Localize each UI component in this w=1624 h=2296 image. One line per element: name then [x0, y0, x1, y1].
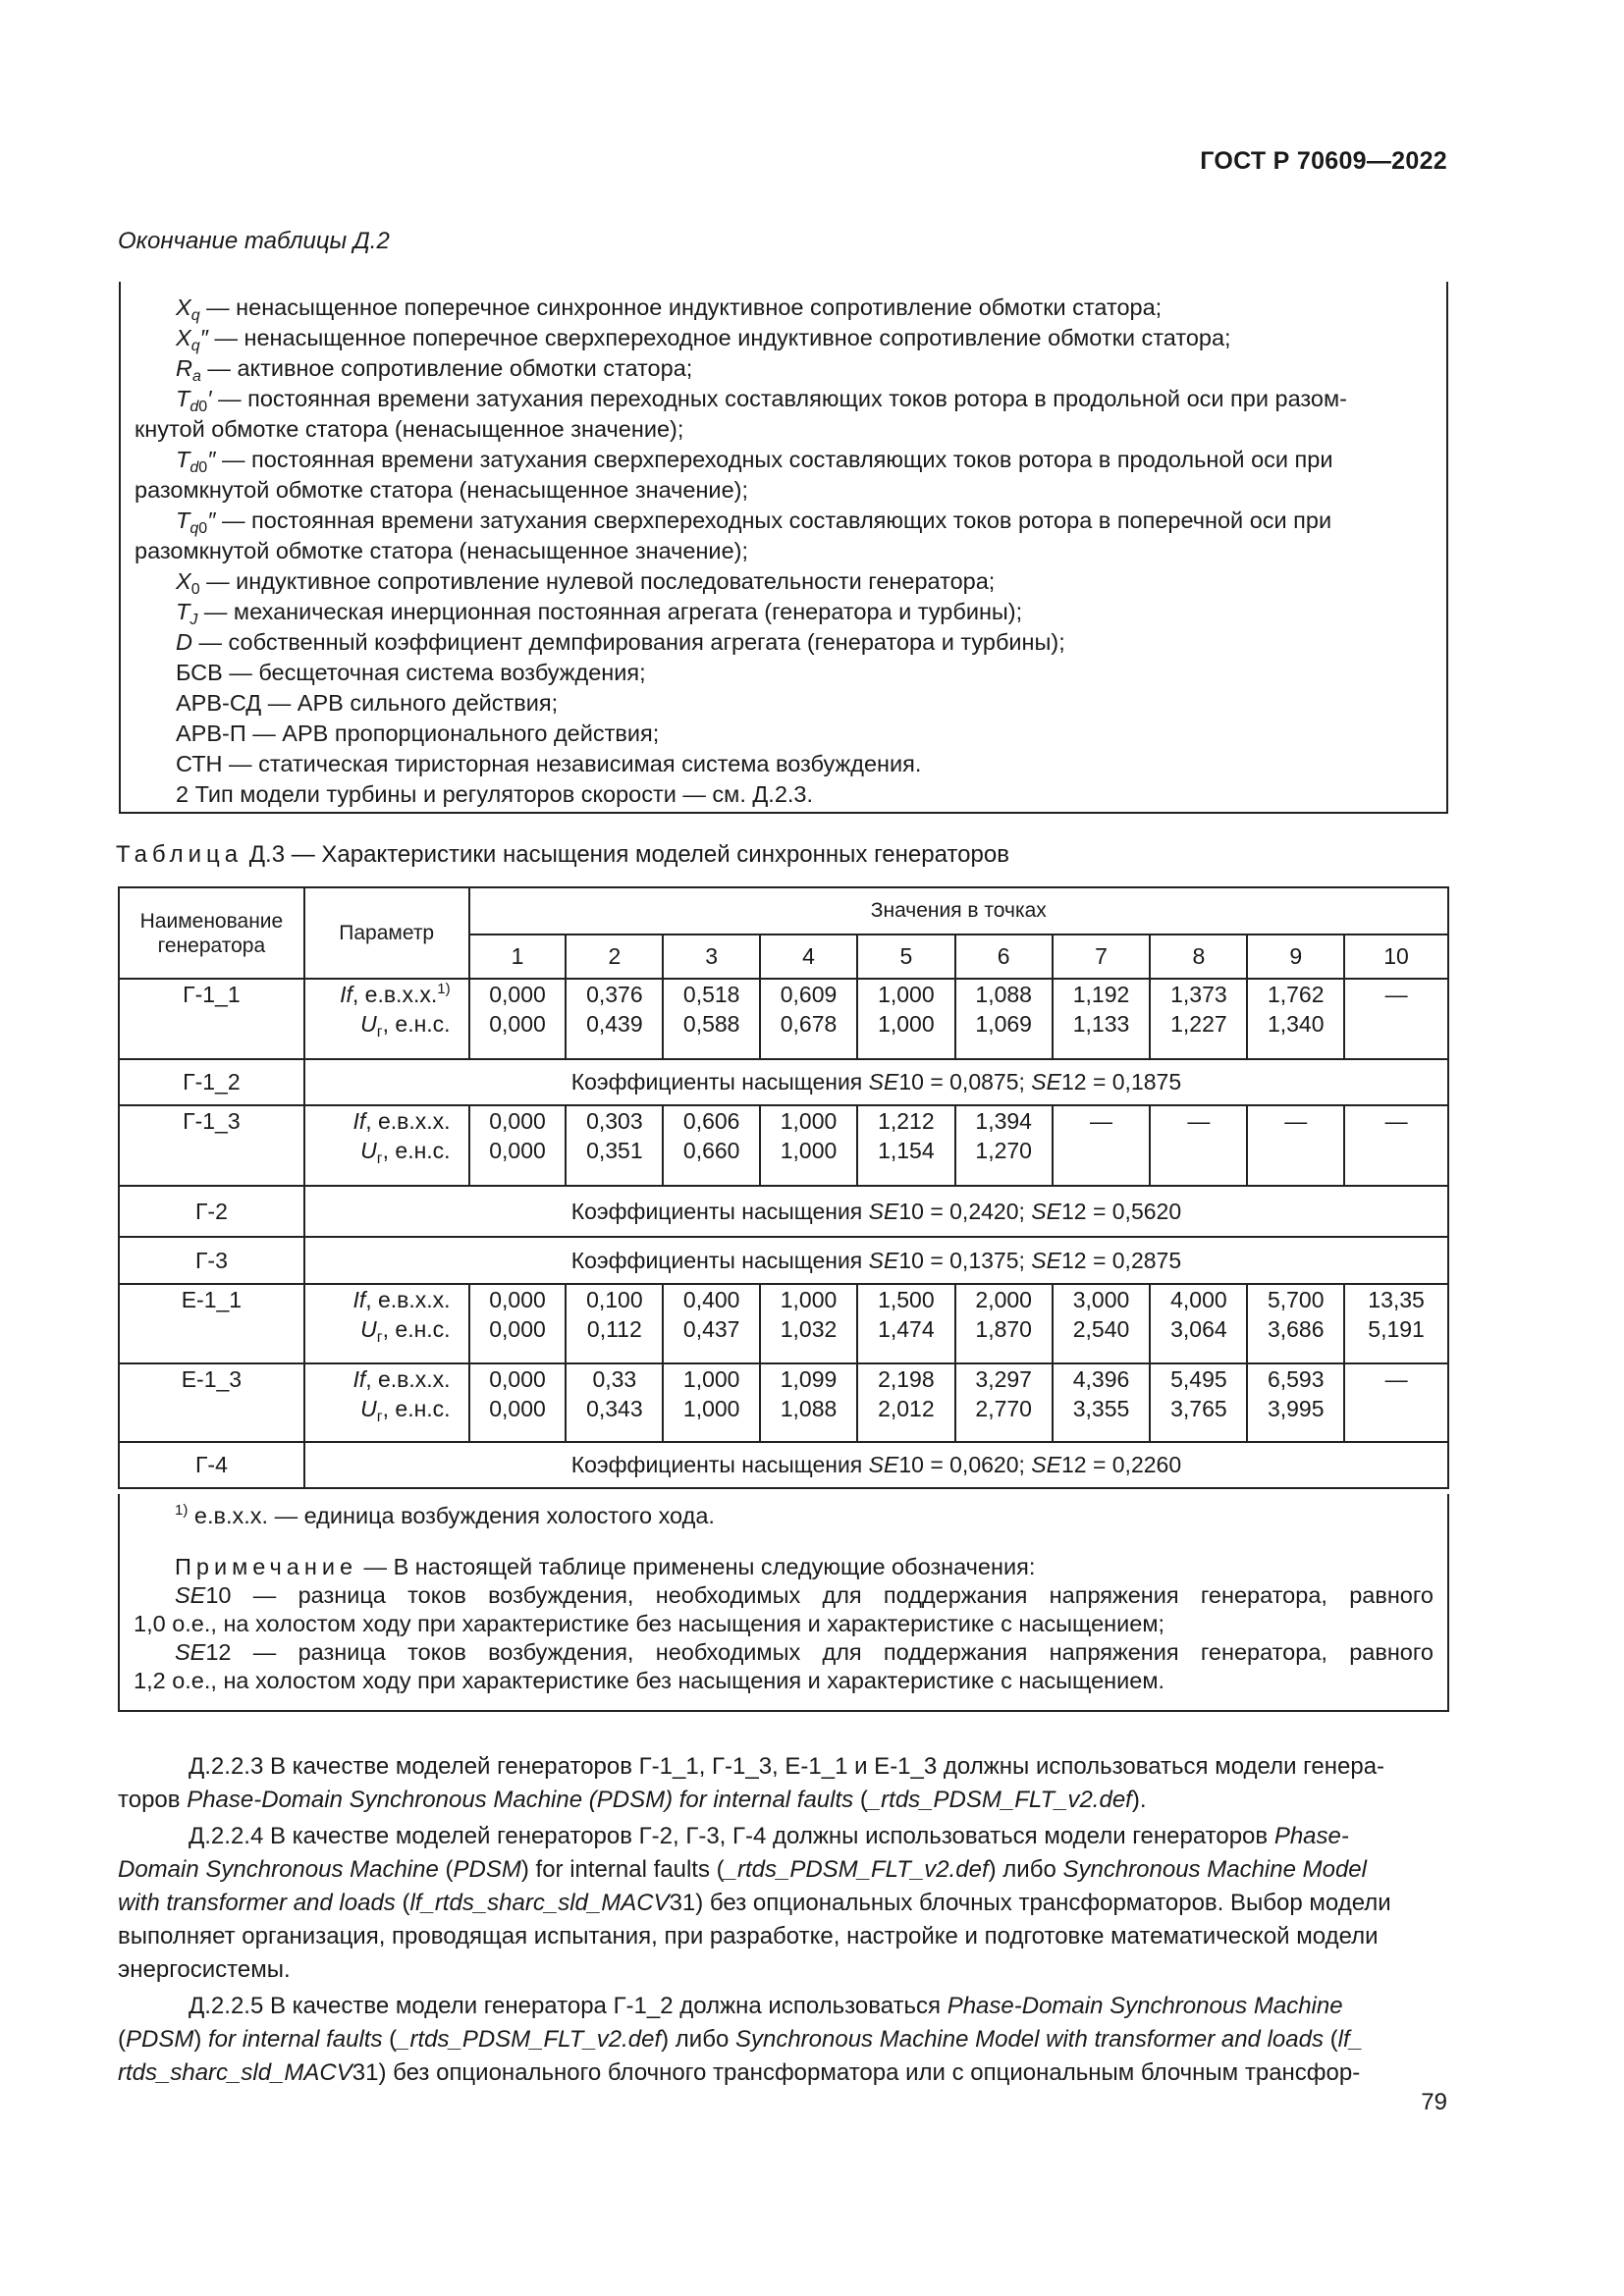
saturation-coefficients: Коэффициенты насыщения SE10 = 0,2420; SE12 = 0,5620: [304, 1186, 1448, 1237]
value-cell: 0,400 0,437: [663, 1284, 760, 1363]
legend-tq0pp: $T_{q0}''$ — постоянная времени затухания сверхпереходных составляющих токов ротора в поперечной оси при: [176, 507, 1332, 537]
saturation-coefficients: Коэффициенты насыщения SE10 = 0,0875; SE12 = 0,1875: [304, 1059, 1448, 1105]
header-point-values: Значения в точках: [469, 887, 1448, 934]
value-cell: 1,000 1,000: [760, 1105, 857, 1186]
value-cell: 5,495 3,765: [1150, 1363, 1247, 1442]
legend-arv-sd: АРВ-СД — АРВ сильного действия;: [176, 690, 559, 716]
header-point: 10: [1344, 934, 1448, 979]
value-cell: 0,518 0,588: [663, 979, 760, 1059]
standard-number: ГОСТ Р 70609—2022: [1200, 147, 1447, 175]
header-point: 8: [1150, 934, 1247, 979]
note-se10-cont: 1,0 о.е., на холостом ходу при характеристике без насыщения и характеристике с насыщением;: [134, 1611, 1165, 1636]
header-parameter: Параметр: [304, 887, 469, 979]
value-cell: 2,000 1,870: [955, 1284, 1053, 1363]
saturation-coefficients: Коэффициенты насыщения SE10 = 0,1375; SE12 = 0,2875: [304, 1237, 1448, 1284]
value-cell: 4,000 3,064: [1150, 1284, 1247, 1363]
value-cell: —: [1344, 1363, 1448, 1442]
value-cell: 0,33 0,343: [566, 1363, 663, 1442]
table-row: [119, 979, 1448, 1059]
value-cell: —: [1344, 1105, 1448, 1186]
header-point: 6: [955, 934, 1053, 979]
value-cell: 0,000 0,000: [469, 979, 567, 1059]
value-cell: 0,376 0,439: [566, 979, 663, 1059]
generator-name: Г-3: [119, 1237, 304, 1284]
value-cell: 3,000 2,540: [1053, 1284, 1151, 1363]
paragraph-d224: Д.2.2.4 В качестве моделей генераторов Г-2, Г-3, Г-4 должны использоваться модели генераторов Phase- Domain Synchronous Machine (PDSM) for internal faults (_rtds_PDSM_FLT_v2.def) либо Synchronous Machine Model with transformer and loads (lf_rtds_sharc_sld_MACV31) без опциональных блочных трансформаторов. Выбор модели выполняет организация, проводящая испытания, при разработке, настройке и подготовке математической модели энергосистемы.: [118, 1823, 1391, 1983]
value-cell: 13,35 5,191: [1344, 1284, 1448, 1363]
table-row: [119, 1363, 1448, 1442]
value-cell: 0,303 0,351: [566, 1105, 663, 1186]
value-cell: 5,700 3,686: [1247, 1284, 1344, 1363]
saturation-coefficients: Коэффициенты насыщения SE10 = 0,0620; SE12 = 0,2260: [304, 1442, 1448, 1488]
value-cell: 4,396 3,355: [1053, 1363, 1151, 1442]
parameter-cell: If, е.в.х.х. $U_г$, е.н.с.: [304, 1363, 469, 1442]
generator-name: Е-1_3: [119, 1363, 304, 1442]
value-cell: 0,606 0,660: [663, 1105, 760, 1186]
legend-td0p: $T_{d0}'$ — постоянная времени затухания переходных составляющих токов ротора в продольной оси при разом-: [176, 386, 1347, 415]
legend-td0p-cont: кнутой обмотке статора (ненасыщенное значение);: [135, 416, 684, 442]
value-cell: 0,100 0,112: [566, 1284, 663, 1363]
value-cell: 0,609 0,678: [760, 979, 857, 1059]
value-cell: 1,394 1,270: [955, 1105, 1053, 1186]
table-continuation-label: Окончание таблицы Д.2: [118, 228, 390, 254]
note-heading: Примечание — В настоящей таблице применены следующие обозначения:: [175, 1554, 1036, 1579]
legend-ra: $R_a$ — активное сопротивление обмотки статора;: [176, 355, 693, 385]
footnote: $^{1)}$ е.в.х.х. — единица возбуждения холостого хода.: [175, 1502, 715, 1528]
value-cell: 1,762 1,340: [1247, 979, 1344, 1059]
legend-xq: $X_q$ — ненасыщенное поперечное синхронное индуктивное сопротивление обмотки статора;: [176, 294, 1163, 324]
legend-note-2: 2 Тип модели турбины и регуляторов скорости — см. Д.2.3.: [176, 781, 814, 807]
value-cell: —: [1053, 1105, 1151, 1186]
table-d2-legend: [119, 282, 1448, 814]
value-cell: 1,088 1,069: [955, 979, 1053, 1059]
value-cell: 1,000 1,032: [760, 1284, 857, 1363]
value-cell: —: [1150, 1105, 1247, 1186]
legend-stn: СТН — статическая тиристорная независимая система возбуждения.: [176, 751, 922, 776]
legend-arv-p: АРВ-П — АРВ пропорционального действия;: [176, 721, 660, 746]
value-cell: 1,500 1,474: [857, 1284, 955, 1363]
table-row: [119, 1237, 1448, 1284]
table-row: [119, 1105, 1448, 1186]
generator-name: Г-2: [119, 1186, 304, 1237]
value-cell: 1,373 1,227: [1150, 979, 1247, 1059]
value-cell: 0,000 0,000: [469, 1105, 567, 1186]
value-cell: 1,192 1,133: [1053, 979, 1151, 1059]
header-point: 3: [663, 934, 760, 979]
legend-xq2: $X_q''$ — ненасыщенное поперечное сверхпереходное индуктивное сопротивление обмотки статора;: [176, 325, 1231, 354]
value-cell: 1,099 1,088: [760, 1363, 857, 1442]
table-notes: [118, 1494, 1449, 1712]
generator-name: Г-4: [119, 1442, 304, 1488]
header-point: 7: [1053, 934, 1151, 979]
note-se12-cont: 1,2 о.е., на холостом ходу при характеристике без насыщения и характеристике с насыщением.: [134, 1668, 1165, 1693]
generator-name: Е-1_1: [119, 1284, 304, 1363]
header-generator-name: Наименование генератора: [119, 887, 304, 979]
header-point: 2: [566, 934, 663, 979]
generator-name: Г-1_1: [119, 979, 304, 1059]
header-point: 4: [760, 934, 857, 979]
value-cell: 1,212 1,154: [857, 1105, 955, 1186]
value-cell: 1,000 1,000: [663, 1363, 760, 1442]
parameter-cell: If, е.в.х.х. $U_г$, е.н.с.: [304, 1105, 469, 1186]
table-row: [119, 1059, 1448, 1105]
value-cell: 6,593 3,995: [1247, 1363, 1344, 1442]
value-cell: 2,198 2,012: [857, 1363, 955, 1442]
value-cell: 0,000 0,000: [469, 1363, 567, 1442]
generator-name: Г-1_3: [119, 1105, 304, 1186]
legend-bsv: БСВ — бесщеточная система возбуждения;: [176, 660, 646, 685]
table-row: [119, 1186, 1448, 1237]
table-row: [119, 1284, 1448, 1363]
table-row: [119, 1442, 1448, 1488]
parameter-cell: If, е.в.х.х.$^{1)}$ $U_г$, е.н.с.: [304, 979, 469, 1059]
page-number: 79: [1421, 2089, 1447, 2115]
header-point: 1: [469, 934, 567, 979]
note-se10: SE10 — разница токов возбуждения, необходимых для поддержания напряжения генератора, равного: [175, 1582, 1434, 1608]
header-point: 5: [857, 934, 955, 979]
value-cell: 1,000 1,000: [857, 979, 955, 1059]
legend-d: D — собственный коэффициент демпфирования агрегата (генератора и турбины);: [176, 629, 1065, 655]
saturation-table: [118, 886, 1449, 1489]
legend-td0pp: $T_{d0}''$ — постоянная времени затухания сверхпереходных составляющих токов ротора в продольной оси при: [176, 447, 1333, 476]
legend-td0pp-cont: разомкнутой обмотке статора (ненасыщенное значение);: [135, 477, 748, 503]
legend-tj: $T_J$ — механическая инерционная постоянная агрегата (генератора и турбины);: [176, 599, 1023, 628]
parameter-cell: If, е.в.х.х. $U_г$, е.н.с.: [304, 1284, 469, 1363]
value-cell: —: [1247, 1105, 1344, 1186]
note-se12: SE12 — разница токов возбуждения, необходимых для поддержания напряжения генератора, равного: [175, 1639, 1434, 1665]
table-caption: Таблица Д.3 — Характеристики насыщения моделей синхронных генераторов: [116, 841, 1009, 868]
value-cell: 3,297 2,770: [955, 1363, 1053, 1442]
generator-name: Г-1_2: [119, 1059, 304, 1105]
value-cell: 0,000 0,000: [469, 1284, 567, 1363]
paragraph-d225: Д.2.2.5 В качестве модели генератора Г-1_2 должна использоваться Phase-Domain Synchronous Machine (PDSM) for internal faults (_rtds_PDSM_FLT_v2.def) либо Synchronous Machine Model with transformer and loads (lf_ rtds_sharc_sld_MACV31) без опционального блочного трансформатора или с опциональным блочным трансфор-: [118, 1993, 1363, 2086]
header-point: 9: [1247, 934, 1344, 979]
legend-tq0pp-cont: разомкнутой обмотке статора (ненасыщенное значение);: [135, 538, 748, 563]
paragraph-d223: Д.2.2.3 В качестве моделей генераторов Г-1_1, Г-1_3, Е-1_1 и Е-1_3 должны использоваться модели генера- торов Phase-Domain Synchronous Machine (PDSM) for internal faults (_rtds_PDSM_FLT_v2.def).: [118, 1753, 1385, 1813]
value-cell: —: [1344, 979, 1448, 1059]
legend-x0: $X_0$ — индуктивное сопротивление нулевой последовательности генератора;: [176, 568, 996, 598]
